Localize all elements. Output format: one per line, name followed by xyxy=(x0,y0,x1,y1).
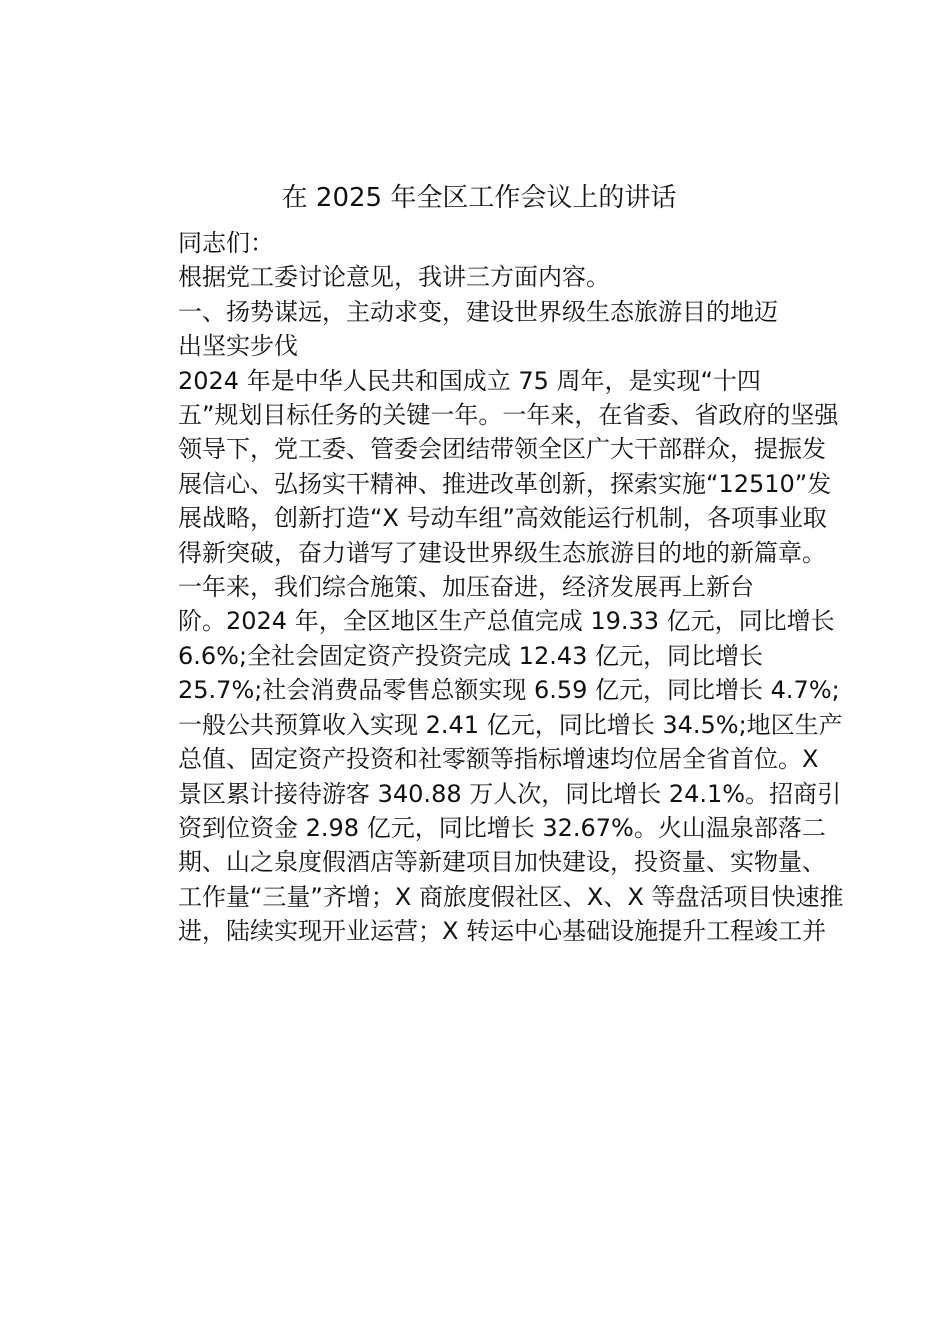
text-line: 2024 年是中华人民共和国成立 75 周年，是实现“十四 xyxy=(178,366,761,395)
text-line: 资到位资金 2.98 亿元，同比增长 32.67%。火山温泉部落二 xyxy=(178,813,826,842)
text-line: 6.6%;全社会固定资产投资完成 12.43 亿元，同比增长 xyxy=(178,641,764,670)
text-line: 一、扬势谋远，主动求变，建设世界级生态旅游目的地迈 xyxy=(178,297,778,326)
text-line: 25.7%;社会消费品零售总额实现 6.59 亿元，同比增长 4.7%; xyxy=(178,676,840,705)
document-title: 在 2025 年全区工作会议上的讲话 xyxy=(281,183,677,213)
intro-paragraph xyxy=(128,260,840,294)
text-line: 出坚实步伐 xyxy=(178,332,298,361)
text-line: 五”规划目标任务的关键一年。一年来，在省委、省政府的坚强 xyxy=(178,401,839,430)
text-line: 展信心、弘扬实干精神、推进改革创新，探索实施“12510”发 xyxy=(178,469,832,498)
body-paragraph-2024-overview xyxy=(128,364,840,570)
text-line: 展战略，创新打造“X 号动车组”高效能运行机制，各项事业取 xyxy=(178,504,827,533)
text-line: 一般公共预算收入实现 2.41 亿元，同比增长 34.5%;地区生产 xyxy=(178,710,843,739)
text-line: 领导下，党工委、管委会团结带领全区广大干部群众，提振发 xyxy=(178,435,826,464)
text-line: 期、山之泉度假酒店等新建项目加快建设，投资量、实物量、 xyxy=(178,848,826,877)
section-heading-paragraph xyxy=(128,295,840,364)
text-line: 得新突破，奋力谱写了建设世界级生态旅游目的地的新篇章。 xyxy=(178,538,826,567)
body-paragraph-economic-results xyxy=(128,570,844,948)
text-line: 根据党工委讨论意见，我讲三方面内容。 xyxy=(178,263,610,292)
text-line: 一年来，我们综合施策、加压奋进，经济发展再上新台 xyxy=(178,573,754,602)
text-line: 总值、固定资产投资和社零额等指标增速均位居全省首位。X xyxy=(178,745,819,774)
text-line: 同志们： xyxy=(178,229,274,257)
text-line: 进，陆续实现开业运营；X 转运中心基础设施提升工程竣工并 xyxy=(178,917,827,946)
text-line: 阶。2024 年，全区地区生产总值完成 19.33 亿元，同比增长 xyxy=(178,607,835,636)
text-line: 景区累计接待游客 340.88 万人次，同比增长 24.1%。招商引 xyxy=(178,779,842,808)
salutation-paragraph xyxy=(128,226,840,260)
text-line: 工作量“三量”齐增；X 商旅度假社区、X、X 等盘活项目快速推 xyxy=(178,882,844,911)
document-body xyxy=(128,226,844,949)
